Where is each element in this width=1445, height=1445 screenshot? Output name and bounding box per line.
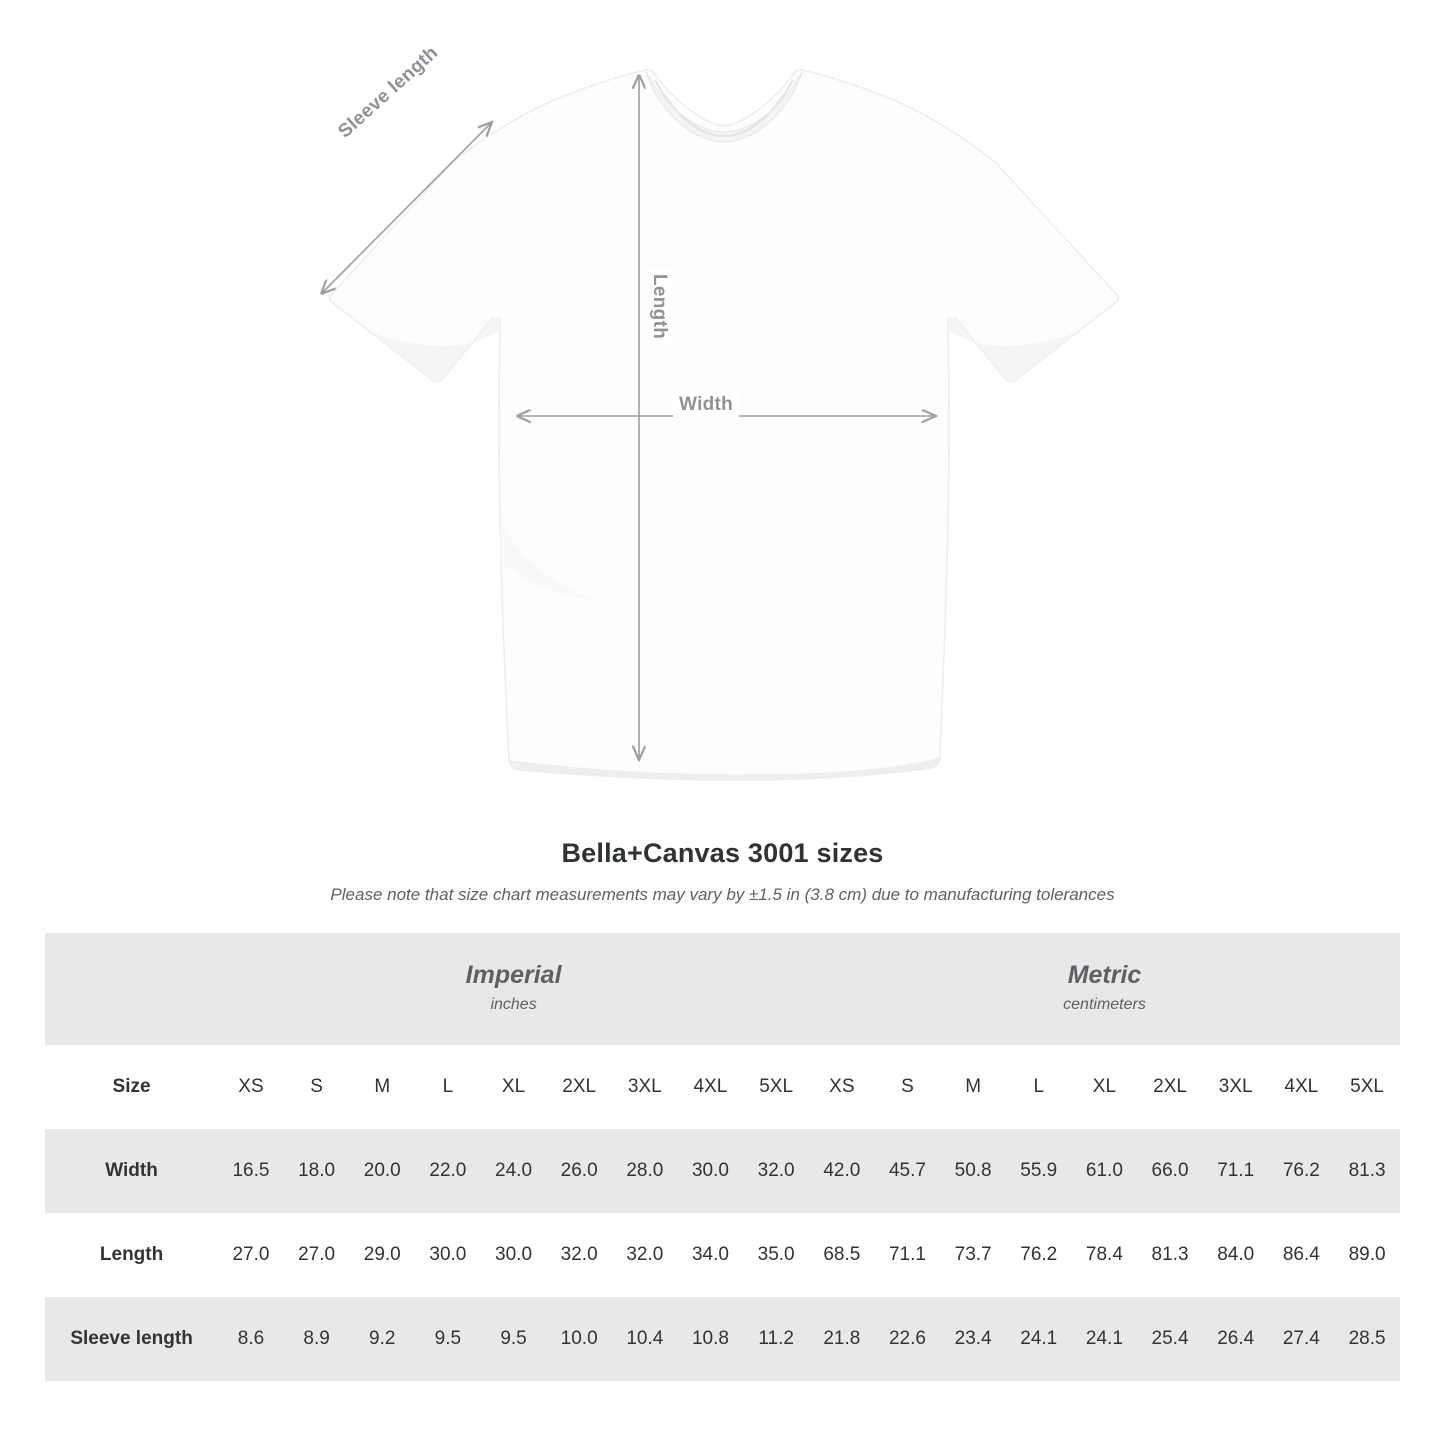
cell-2-3: 9.5 <box>415 1297 481 1381</box>
cell-2-9: 21.8 <box>809 1297 875 1381</box>
cell-2-17: 28.5 <box>1334 1297 1400 1381</box>
cell-1-0: 27.0 <box>218 1213 284 1297</box>
cell-0-0: 16.5 <box>218 1129 284 1213</box>
table-header-row <box>45 1045 1400 1129</box>
column-header-16: 4XL <box>1269 1045 1335 1129</box>
cell-2-12: 24.1 <box>1006 1297 1072 1381</box>
header-size-label: Size <box>45 1045 218 1129</box>
cell-1-16: 86.4 <box>1269 1213 1335 1297</box>
cell-2-0: 8.6 <box>218 1297 284 1381</box>
unit-row-spacer <box>45 933 218 1045</box>
unit-group-metric <box>809 933 1400 1045</box>
cell-0-13: 61.0 <box>1072 1129 1138 1213</box>
unit-group-title: Imperial <box>465 960 562 989</box>
cell-1-17: 89.0 <box>1334 1213 1400 1297</box>
cell-2-16: 27.4 <box>1269 1297 1335 1381</box>
cell-2-10: 22.6 <box>875 1297 941 1381</box>
unit-group-subtitle: centimeters <box>1063 996 1146 1014</box>
cell-0-11: 50.8 <box>940 1129 1006 1213</box>
table-row <box>45 1129 1400 1213</box>
size-table <box>45 933 1400 1381</box>
column-header-17: 5XL <box>1334 1045 1400 1129</box>
cell-0-7: 30.0 <box>678 1129 744 1213</box>
cell-0-12: 55.9 <box>1006 1129 1072 1213</box>
cell-2-11: 23.4 <box>940 1297 1006 1381</box>
cell-1-9: 68.5 <box>809 1213 875 1297</box>
cell-1-11: 73.7 <box>940 1213 1006 1297</box>
column-header-10: S <box>875 1045 941 1129</box>
length-label: Length <box>646 268 672 345</box>
sleeve-length-label: Sleeve length <box>330 38 447 147</box>
table-row <box>45 1297 1400 1381</box>
cell-1-6: 32.0 <box>612 1213 678 1297</box>
width-label: Width <box>673 392 739 418</box>
cell-1-7: 34.0 <box>678 1213 744 1297</box>
column-header-4: XL <box>481 1045 547 1129</box>
cell-2-4: 9.5 <box>481 1297 547 1381</box>
cell-1-14: 81.3 <box>1137 1213 1203 1297</box>
tshirt-shape <box>330 70 1119 781</box>
cell-1-15: 84.0 <box>1203 1213 1269 1297</box>
unit-group-title: Metric <box>1067 960 1142 989</box>
cell-0-10: 45.7 <box>875 1129 941 1213</box>
size-table-wrapper <box>45 933 1400 1381</box>
column-header-11: M <box>940 1045 1006 1129</box>
cell-2-14: 25.4 <box>1137 1297 1203 1381</box>
cell-2-8: 11.2 <box>743 1297 809 1381</box>
column-header-12: L <box>1006 1045 1072 1129</box>
cell-1-8: 35.0 <box>743 1213 809 1297</box>
cell-0-17: 81.3 <box>1334 1129 1400 1213</box>
chart-tolerance-note: Please note that size chart measurements may vary by ±1.5 in (3.8 cm) due to manufacturing tolerances <box>330 885 1115 904</box>
cell-0-16: 76.2 <box>1269 1129 1335 1213</box>
cell-0-2: 20.0 <box>349 1129 415 1213</box>
cell-0-1: 18.0 <box>284 1129 350 1213</box>
cell-2-1: 8.9 <box>284 1297 350 1381</box>
column-header-2: M <box>349 1045 415 1129</box>
cell-0-3: 22.0 <box>415 1129 481 1213</box>
unit-group-row <box>45 933 1400 1045</box>
row-label-sleeve-length: Sleeve length <box>45 1297 218 1381</box>
cell-1-12: 76.2 <box>1006 1213 1072 1297</box>
cell-1-13: 78.4 <box>1072 1213 1138 1297</box>
cell-2-15: 26.4 <box>1203 1297 1269 1381</box>
column-header-8: 5XL <box>743 1045 809 1129</box>
unit-group-imperial <box>218 933 809 1045</box>
unit-group-subtitle: inches <box>490 996 537 1014</box>
column-header-14: 2XL <box>1137 1045 1203 1129</box>
cell-2-13: 24.1 <box>1072 1297 1138 1381</box>
row-label-width: Width <box>45 1129 218 1213</box>
cell-1-1: 27.0 <box>284 1213 350 1297</box>
chart-title: Bella+Canvas 3001 sizes <box>561 838 884 868</box>
cell-2-7: 10.8 <box>678 1297 744 1381</box>
cell-2-6: 10.4 <box>612 1297 678 1381</box>
cell-1-5: 32.0 <box>546 1213 612 1297</box>
column-header-6: 3XL <box>612 1045 678 1129</box>
cell-1-2: 29.0 <box>349 1213 415 1297</box>
column-header-3: L <box>415 1045 481 1129</box>
cell-0-5: 26.0 <box>546 1129 612 1213</box>
cell-0-8: 32.0 <box>743 1129 809 1213</box>
column-header-7: 4XL <box>678 1045 744 1129</box>
cell-2-2: 9.2 <box>349 1297 415 1381</box>
cell-1-3: 30.0 <box>415 1213 481 1297</box>
cell-0-4: 24.0 <box>481 1129 547 1213</box>
cell-0-15: 71.1 <box>1203 1129 1269 1213</box>
column-header-1: S <box>284 1045 350 1129</box>
column-header-13: XL <box>1072 1045 1138 1129</box>
cell-0-14: 66.0 <box>1137 1129 1203 1213</box>
table-row <box>45 1213 1400 1297</box>
cell-0-6: 28.0 <box>612 1129 678 1213</box>
cell-1-4: 30.0 <box>481 1213 547 1297</box>
cell-1-10: 71.1 <box>875 1213 941 1297</box>
column-header-9: XS <box>809 1045 875 1129</box>
column-header-5: 2XL <box>546 1045 612 1129</box>
cell-2-5: 10.0 <box>546 1297 612 1381</box>
cell-0-9: 42.0 <box>809 1129 875 1213</box>
row-label-length: Length <box>45 1213 218 1297</box>
column-header-0: XS <box>218 1045 284 1129</box>
column-header-15: 3XL <box>1203 1045 1269 1129</box>
